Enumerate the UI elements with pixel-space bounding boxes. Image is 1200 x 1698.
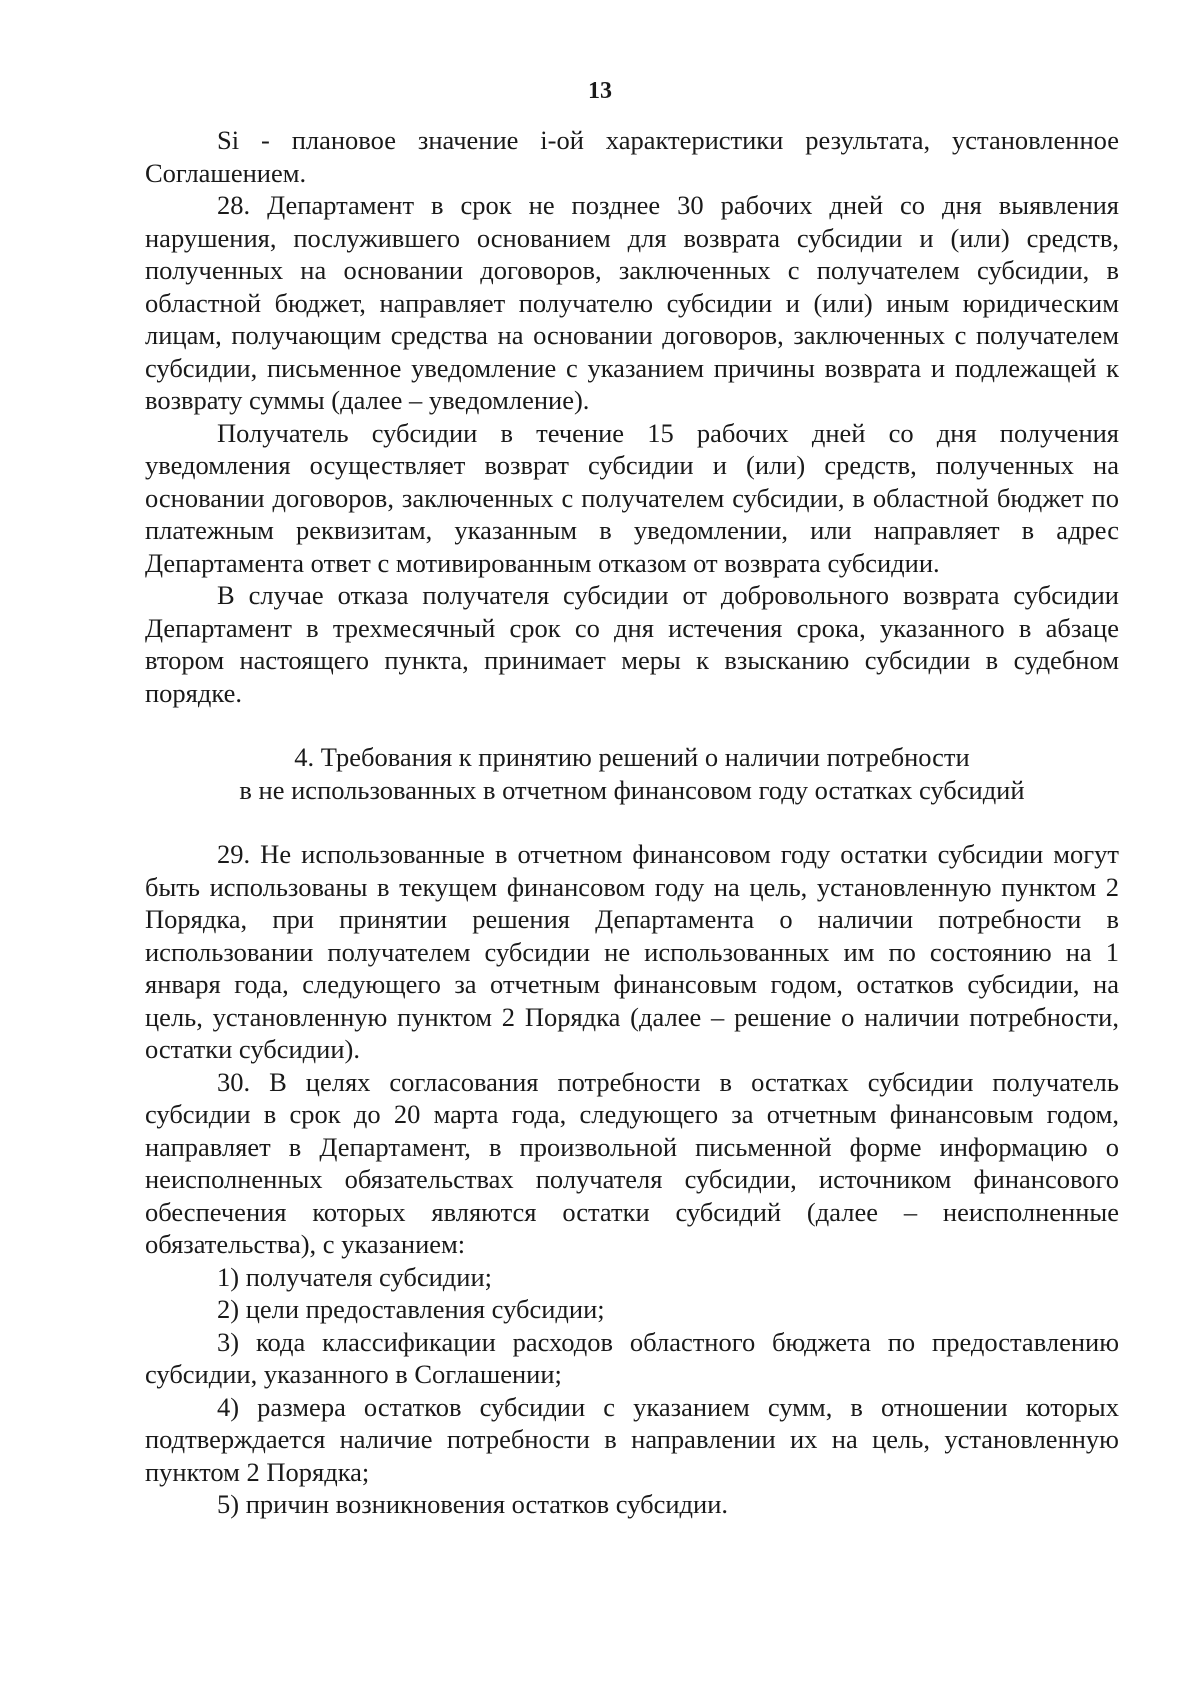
paragraph-28-recipient-return: Получатель субсидии в течение 15 рабочих дней со дня получения уведомления осуществляет возврат субсидии и (или) средств, полученных на основании договоров, заключенных с получателем субсидии, в областной бюджет по платежным реквизитам, указанным в уведомлении, или направляет в адрес Департамента ответ с мотивированным отказом от возврата субсидии.: [145, 417, 1119, 578]
list-item-4: 4) размера остатков субсидии с указанием сумм, в отношении которых подтверждается наличие потребности в направлении их на цель, установленную пунктом 2 Порядка;: [145, 1391, 1119, 1487]
section-heading-line-2: в не использованных в отчетном финансовом году остатках субсидий: [239, 774, 1025, 805]
paragraph-28: 28. Департамент в срок не позднее 30 рабочих дней со дня выявления нарушения, послужившего основанием для возврата субсидии и (или) средств, полученных на основании договоров, заключенных с получателем субсидии, в областной бюджет, направляет получателю субсидии и (или) иным юридическим лицам, получающим средства на основании договоров, заключенных с получателем субсидии, письменное уведомление с указанием причины возврата и подлежащей к возврату суммы (далее – уведомление).: [145, 190, 1119, 415]
paragraph-si-definition: Si - плановое значение i-ой характеристики результата, установленное Соглашением.: [145, 125, 1119, 188]
list-item-5: 5) причин возникновения остатков субсидии.: [217, 1489, 729, 1519]
list-item-1: 1) получателя субсидии;: [217, 1261, 492, 1292]
list-item-3: 3) кода классификации расходов областного бюджета по предоставлению субсидии, указанного в Соглашении;: [145, 1326, 1119, 1389]
document-body: [145, 124, 1119, 1521]
page-number: 13: [588, 78, 612, 104]
list-item-2: 2) цели предоставления субсидии;: [217, 1294, 605, 1324]
section-heading: [145, 741, 1119, 806]
paragraph-28-refusal: В случае отказа получателя субсидии от добровольного возврата субсидии Департамент в трехмесячный срок со дня истечения срока, указанного в абзаце втором настоящего пункта, принимает меры к взысканию субсидии в судебном порядке.: [145, 580, 1119, 708]
paragraph-29: 29. Не использованные в отчетном финансовом году остатки субсидии могут быть использованы в текущем финансовом году на цель, установленную пунктом 2 Порядка, при принятии решения Департамента о наличии потребности в использовании получателем субсидии не использованных им по состоянию на 1 января года, следующего за отчетным финансовым годом, остатков субсидии, на цель, установленную пунктом 2 Порядка (далее – решение о наличии потребности, остатки субсидии).: [145, 839, 1119, 1064]
paragraph-30: 30. В целях согласования потребности в остатках субсидии получатель субсидии в срок до 20 марта года, следующего за отчетным финансовым годом, направляет в Департамент, в произвольной письменной форме информацию о неисполненных обязательствах получателя субсидии, источником финансового обеспечения которых являются остатки субсидий (далее – неисполненные обязательства), с указанием:: [145, 1066, 1119, 1259]
section-heading-line-1: 4. Требования к принятию решений о наличии потребности: [294, 742, 970, 772]
